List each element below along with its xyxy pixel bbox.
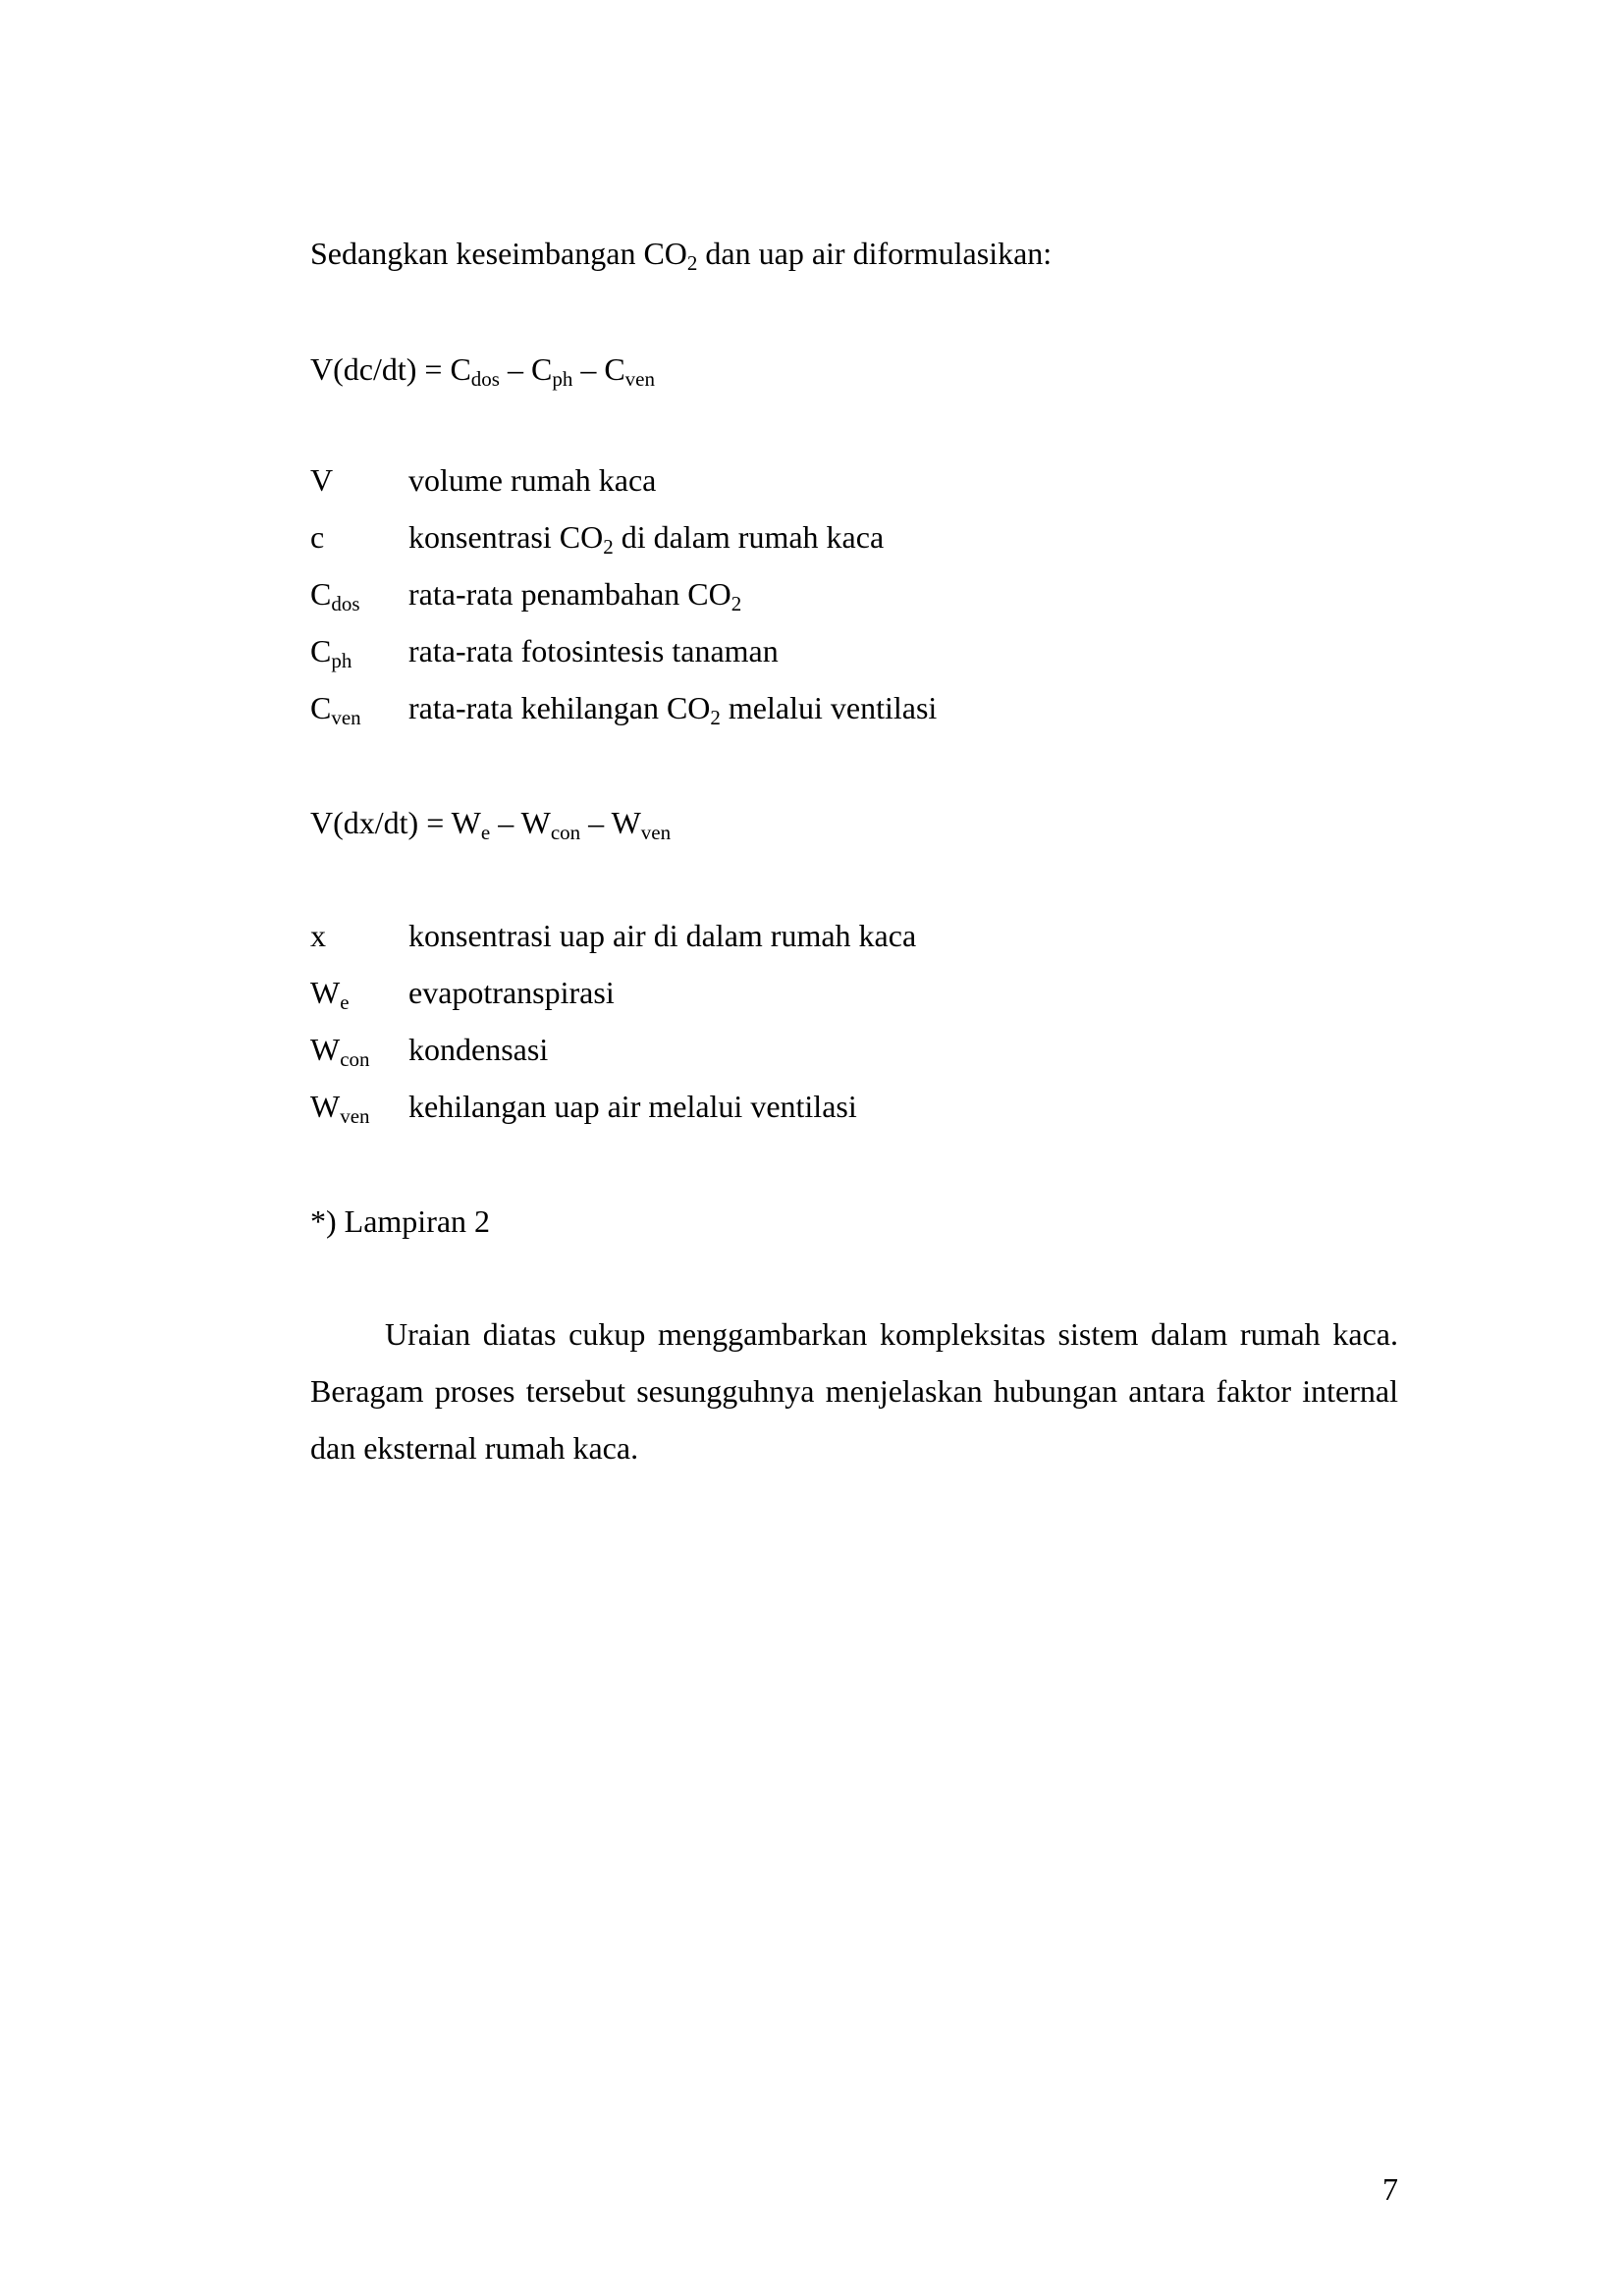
symbol: $C_{ph}$ bbox=[310, 633, 352, 672]
definition: konsentrasi $CO_2$ di dalam rumah kaca bbox=[408, 519, 885, 559]
symbol: $C_{dos}$ bbox=[310, 576, 360, 615]
equation-water-vapour-balance: $V(dx/dt) = W_e - W_{con} - W_{ven}$ bbox=[310, 805, 672, 844]
definition: volume rumah kaca bbox=[408, 462, 657, 498]
definition: konsentrasi uap air di dalam rumah kaca bbox=[408, 918, 917, 953]
equation-co2-balance: $V(dc/dt) = C_{dos} - C_{ph} - C_{ven}$ bbox=[310, 351, 655, 391]
definition: rata-rata fotosintesis tanaman bbox=[408, 633, 779, 668]
body-paragraph: Uraian diatas cukup menggambarkan kompleksitas sistem dalam rumah kaca. Beragam proses tersebut sesungguhnya menjelaskan hubungan antara faktor internal dan eksternal rumah kaca. bbox=[310, 1316, 1398, 1466]
symbol: $W_{con}$ bbox=[310, 1032, 370, 1071]
definition: evapotranspirasi bbox=[408, 975, 615, 1010]
appendix-note: *) Lampiran 2 bbox=[310, 1203, 491, 1239]
intro-sentence: Sedangkan keseimbangan $CO_2$ dan uap air diformulasikan: bbox=[310, 236, 1053, 275]
symbol: $W_{ven}$ bbox=[310, 1089, 370, 1128]
definition: rata-rata kehilangan $CO_2$ melalui ventilasi bbox=[408, 690, 938, 729]
symbol: c bbox=[310, 519, 325, 555]
page-number: 7 bbox=[1382, 2171, 1398, 2207]
symbol: $C_{ven}$ bbox=[310, 690, 361, 729]
symbol: V bbox=[310, 462, 334, 498]
definition: kondensasi bbox=[408, 1032, 549, 1067]
definition: kehilangan uap air melalui ventilasi bbox=[408, 1089, 857, 1124]
symbol: $W_e$ bbox=[310, 975, 350, 1014]
definition: rata-rata penambahan $CO_2$ bbox=[408, 576, 742, 615]
symbol: x bbox=[310, 918, 326, 953]
